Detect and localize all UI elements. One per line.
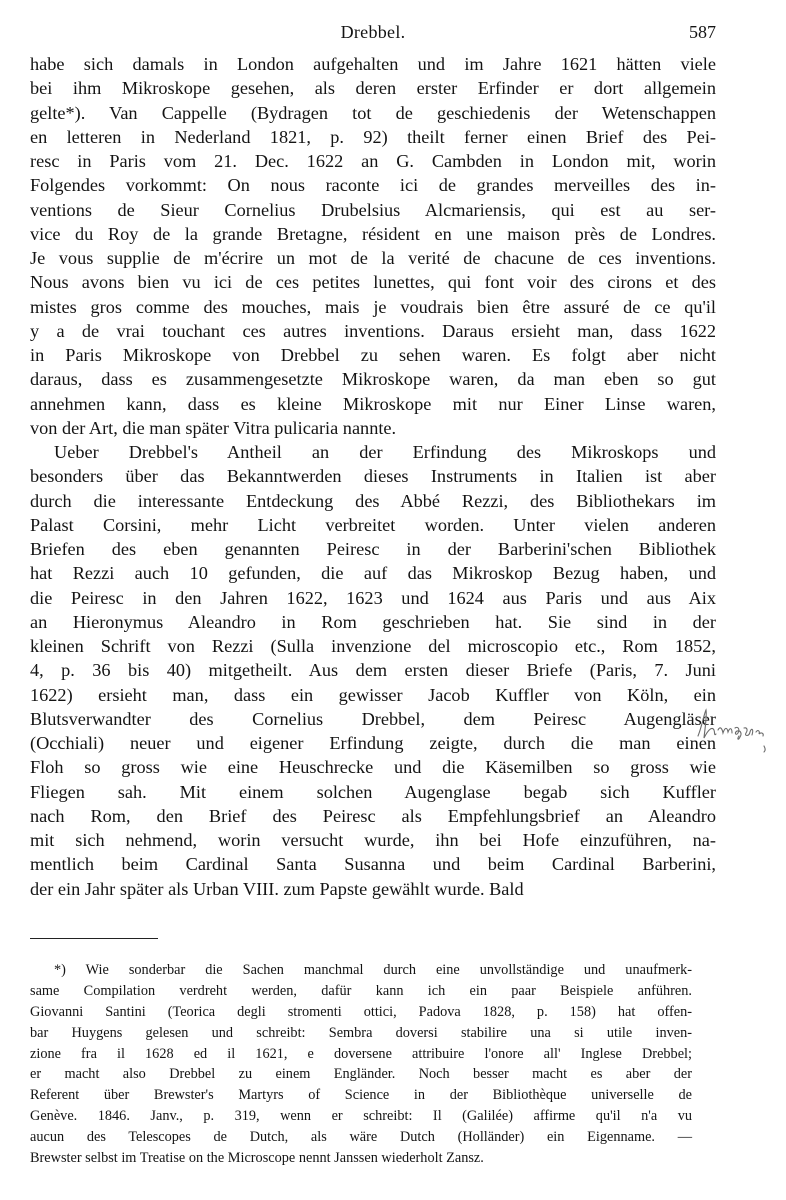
text-line: ventions de Sieur Cornelius Drubelsius Alcmariensis, qui est au ser-	[30, 199, 716, 220]
text-line: kleinen Schrift von Rezzi (Sulla invenzione del microscopio etc., Rom 1852,	[30, 636, 716, 656]
footnote-line: Referent über Brewster's Martyrs of Science in der Bibliothèque universelle de	[30, 1087, 692, 1104]
running-title: Drebbel.	[340, 22, 406, 42]
text-line: besonders über das Bekanntwerden dieses Instruments in Italien ist aber	[30, 466, 716, 487]
footnote	[30, 960, 692, 1169]
text-line: von der Art, die man später Vitra pulicaria nannte.	[30, 417, 397, 438]
footnote-line: Genève. 1846. Janv., p. 319, wenn er schreibt: Il (Galilée) affirme qu'il n'a vu	[30, 1108, 692, 1125]
text-line: Palast Corsini, mehr Licht verbreitet worden. Unter vielen anderen	[30, 514, 716, 535]
text-line: durch die interessante Entdeckung des Abbé Rezzi, des Bibliothekars im	[30, 490, 716, 511]
text-line: hat Rezzi auch 10 gefunden, die auf das Mikroskop Bezug haben, und	[30, 563, 716, 584]
text-line: y a de vrai touchant ces autres inventions. Daraus ersieht man, dass 1622	[30, 320, 716, 341]
footnote-line: *) Wie sonderbar die Sachen manchmal durch eine unvollständige und unaufmerk-	[54, 962, 692, 978]
running-header	[30, 22, 716, 44]
text-line: Blutsverwandter des Cornelius Drebbel, dem Peiresc Augengläser	[30, 708, 716, 729]
text-line: Ueber Drebbel's Antheil an der Erfindung des Mikroskops und	[54, 442, 716, 462]
footnote-line: Brewster selbst im Treatise on the Microscope nennt Janssen wiederholt Zansz.	[30, 1150, 484, 1167]
text-line: die Peiresc in den Jahren 1622, 1623 und 1624 aus Paris und aus Aix	[30, 587, 716, 608]
text-line: Fliegen sah. Mit einem solchen Augenglase begab sich Kuffler	[30, 781, 716, 802]
text-line: Nous avons bien vu ici de ces petites lunettes, qui font voir des cirons et des	[30, 272, 716, 293]
text-line: in Paris Mikroskope von Drebbel zu sehen waren. Es folgt aber nicht	[30, 345, 716, 365]
text-line: (Occhiali) neuer und eigener Erfindung zeigte, durch die man einen	[30, 733, 716, 753]
footnote-line: aucun des Telescopes de Dutch, als wäre Dutch (Holländer) ein Eigenname. —	[30, 1129, 692, 1146]
text-line: Je vous supplie de m'écrire un mot de la verité de chacune de ces inventions.	[30, 248, 716, 268]
footnote-line: er macht also Drebbel zu einem Engländer. Noch besser macht es aber der	[30, 1066, 692, 1083]
text-line: mistes gros comme des mouches, mais je voudrais bien être assuré de ce qu'il	[30, 296, 716, 317]
text-line: mentlich beim Cardinal Santa Susanna und beim Cardinal Barberini,	[30, 854, 716, 875]
handwritten-margin-note-icon	[694, 706, 780, 756]
footnote-line: same Compilation verdreht werden, dafür kann ich ein paar Beispiele anführen.	[30, 982, 692, 999]
text-line: daraus, dass es zusammengesetzte Mikroskope waren, da man eben so gut	[30, 369, 716, 390]
main-text	[30, 52, 716, 901]
footnote-line: zione fra il 1628 ed il 1621, e doversene attribuire l'onore all' Inglese Drebbel;	[30, 1045, 692, 1062]
text-line: nach Rom, den Brief des Peiresc als Empfehlungsbrief an Aleandro	[30, 805, 716, 826]
text-line: gelte*). Van Cappelle (Bydragen tot de geschiedenis der Wetenschappen	[30, 102, 716, 123]
text-line: en letteren in Nederland 1821, p. 92) theilt ferner einen Brief des Pei-	[30, 126, 716, 147]
text-line: an Hieronymus Aleandro in Rom geschrieben hat. Sie sind in der	[30, 611, 716, 632]
text-line: habe sich damals in London aufgehalten und im Jahre 1621 hätten viele	[30, 54, 716, 74]
footnote-line: Giovanni Santini (Teorica degli stromenti ottici, Padova 1828, p. 158) hat offen-	[30, 1003, 692, 1020]
text-line: vice du Roy de la grande Bretagne, résident en une maison près de Londres.	[30, 223, 716, 244]
text-line: Briefen des eben genannten Peiresc in der Barberini'schen Bibliothek	[30, 539, 716, 559]
page-number: 587	[689, 22, 716, 42]
footnote-divider	[30, 938, 158, 939]
text-line: resc in Paris vom 21. Dec. 1622 an G. Cambden in London mit, worin	[30, 151, 716, 171]
text-line: Floh so gross wie eine Heuschrecke und die Käsemilben so gross wie	[30, 757, 716, 778]
text-line: der ein Jahr später als Urban VIII. zum Papste gewählt wurde. Bald	[30, 878, 524, 899]
text-line: mit sich nehmend, worin versucht wurde, ihn bei Hofe einzuführen, na-	[30, 830, 716, 850]
text-line: 4, p. 36 bis 40) mitgetheilt. Aus dem ersten dieser Briefe (Paris, 7. Juni	[30, 660, 716, 681]
text-line: 1622) ersieht man, dass ein gewisser Jacob Kuffler von Köln, ein	[30, 684, 716, 705]
footnote-line: bar Huygens gelesen und schreibt: Sembra doversi stabilire una si utile inven-	[30, 1024, 692, 1041]
text-line: Folgendes vorkommt: On nous raconte ici de grandes merveilles des in-	[30, 175, 716, 196]
text-line: annehmen kann, dass es kleine Mikroskope mit nur Einer Linse waren,	[30, 393, 716, 414]
text-line: bei ihm Mikroskope gesehen, als deren erster Erfinder er dort allgemein	[30, 78, 716, 99]
